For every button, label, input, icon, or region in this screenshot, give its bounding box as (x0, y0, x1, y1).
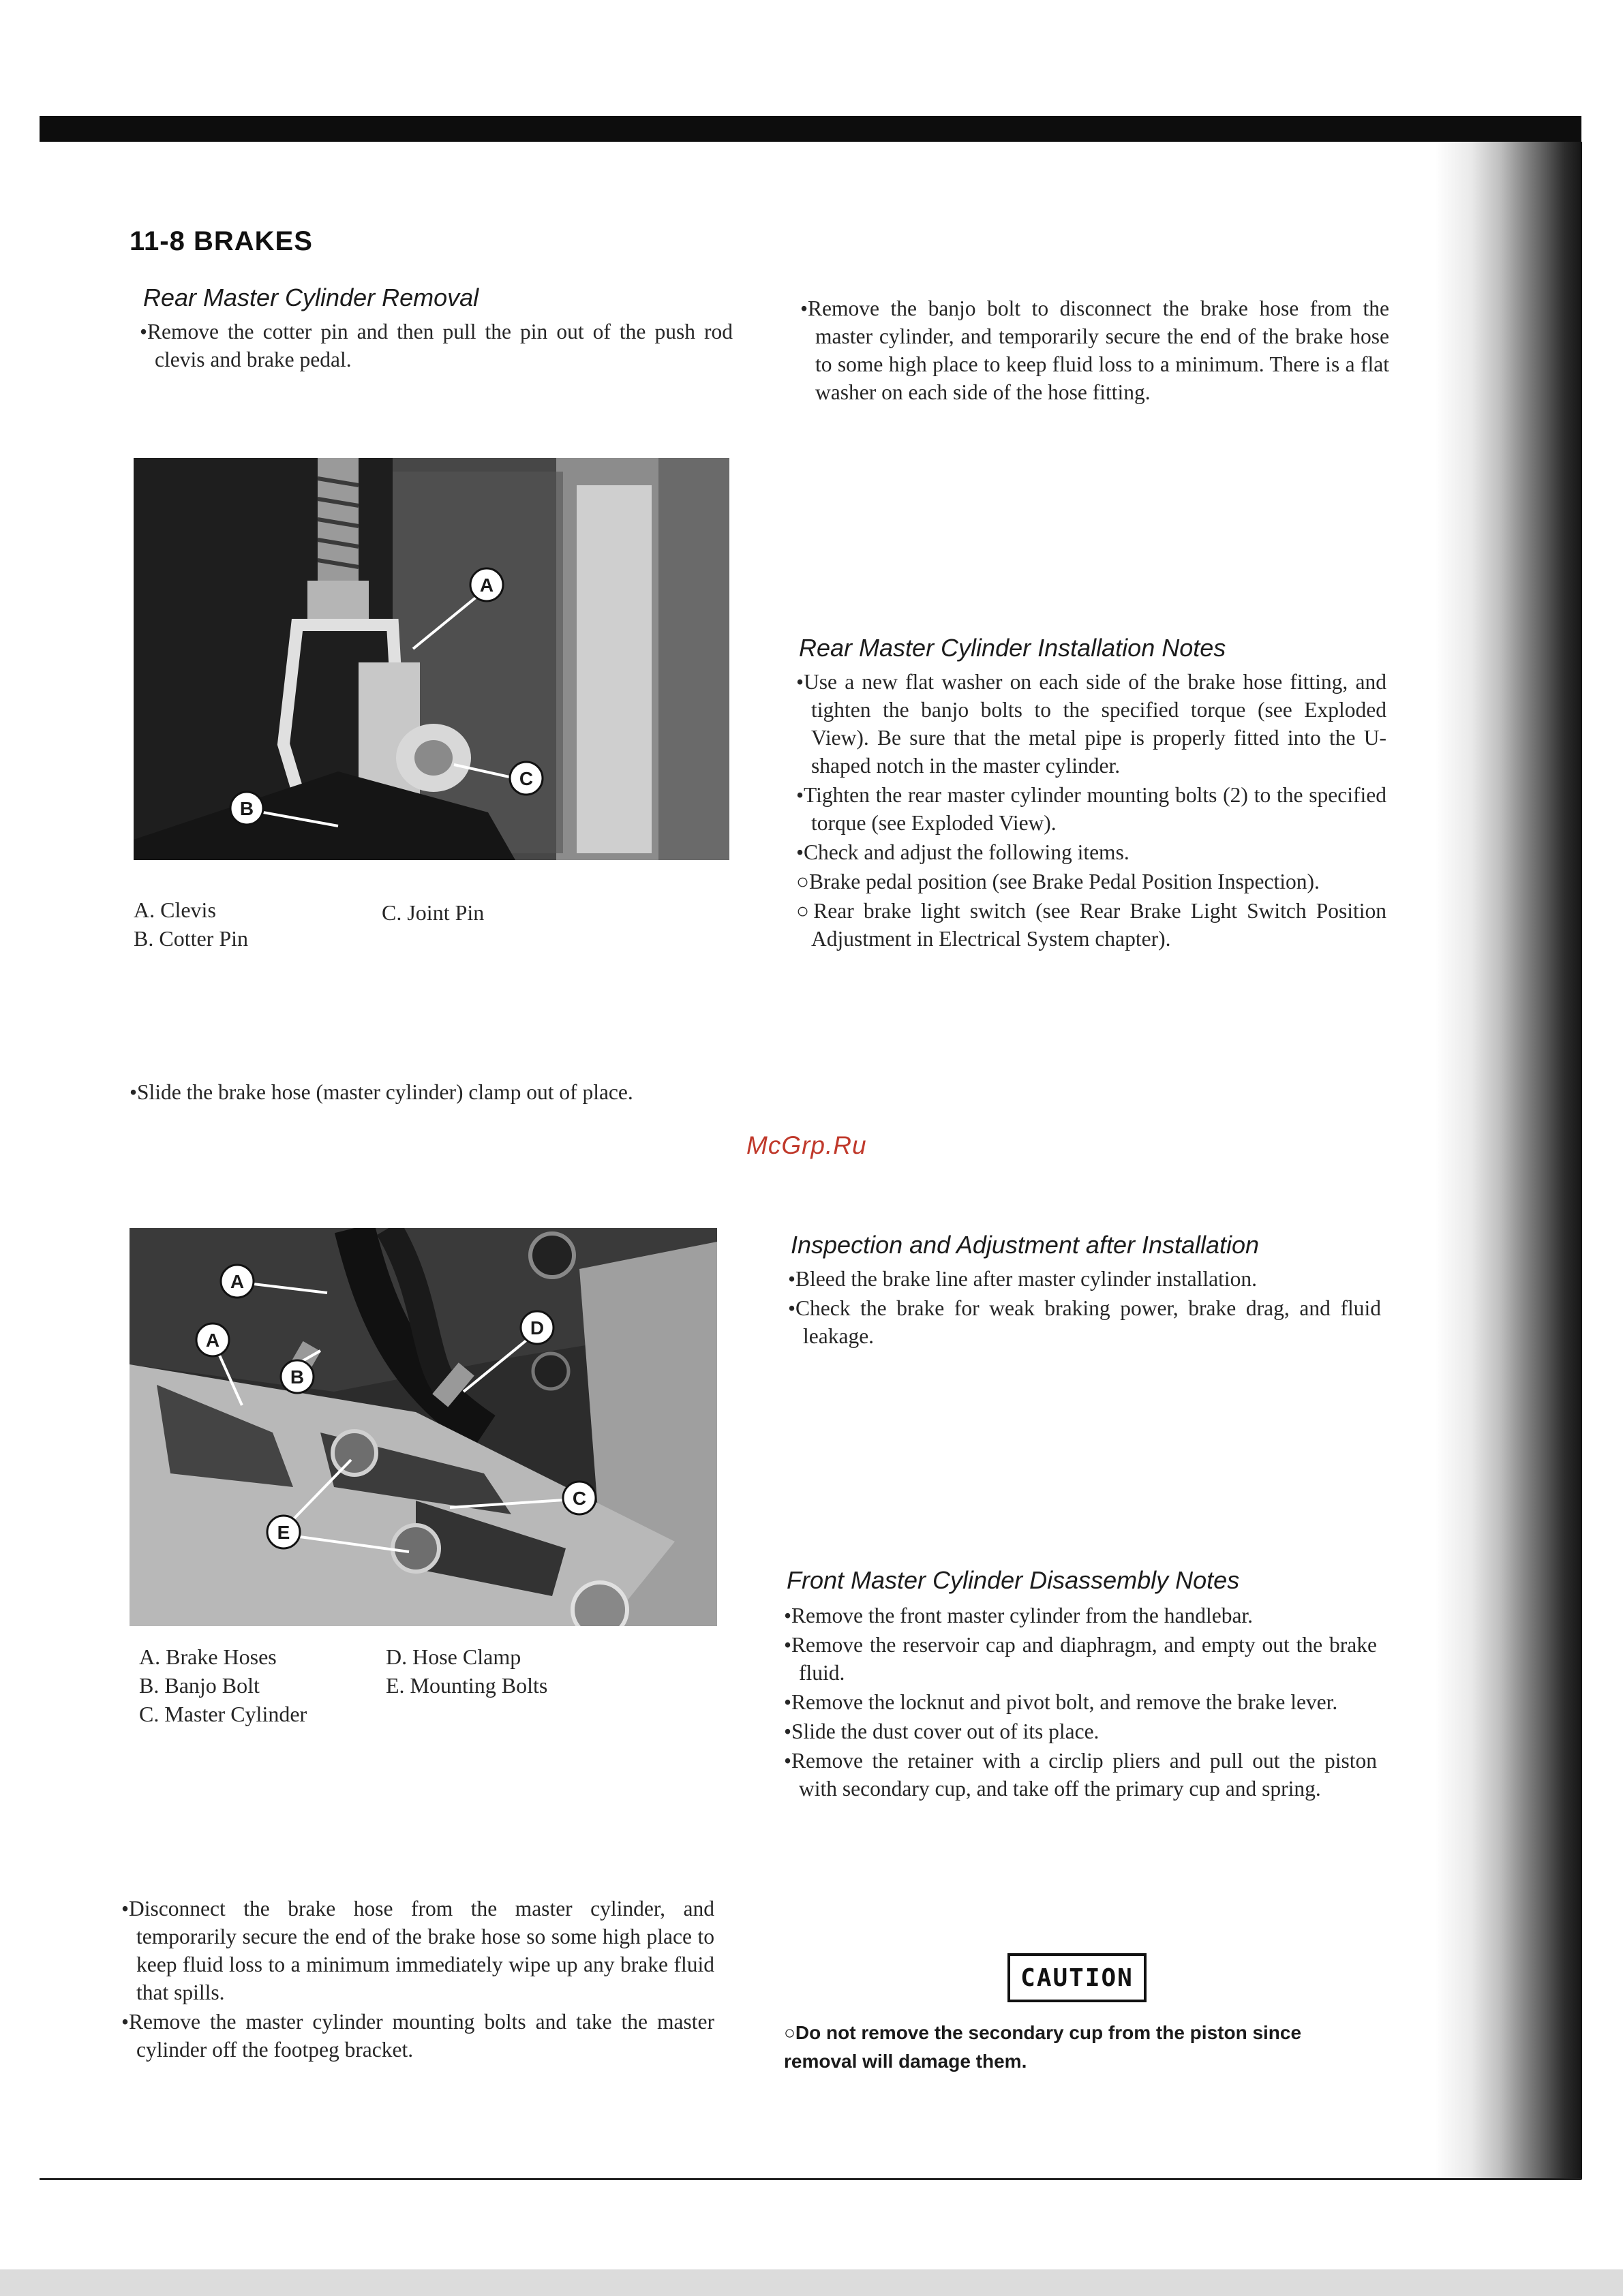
list-item: •Remove the front master cylinder from the handlebar. (784, 1604, 1254, 1627)
list-item: •Tighten the rear master cylinder mounting bolts (2) to the specified torque (see Exploded View). (796, 783, 1386, 835)
caption-line: B. Cotter Pin (134, 926, 249, 951)
caution-badge: CAUTION (1007, 1953, 1147, 2002)
callout-label: B (239, 798, 254, 819)
front-disassembly-text (784, 1602, 1377, 1804)
slide-hose-text (130, 1078, 723, 1107)
callout-label: B (290, 1366, 305, 1388)
figure2-caption-right (386, 1642, 547, 1700)
caption-line: C. Master Cylinder (139, 1702, 307, 1726)
list-item: •Remove the banjo bolt to disconnect the brake hose from the master cylinder, and temporarily secure the end of the brake hose to some high place to keep fluid loss to a minimum. There is a flat washer on each side of the hose fitting. (800, 296, 1389, 404)
page-header: 11-8 BRAKES (130, 226, 313, 256)
list-item: •Remove the reservoir cap and diaphragm, and empty out the brake fluid. (784, 1633, 1377, 1685)
section-heading-inspection: Inspection and Adjustment after Installation (791, 1231, 1260, 1259)
list-item: •Check and adjust the following items. (796, 840, 1129, 864)
figure2-caption-left (139, 1642, 307, 1728)
list-item: •Disconnect the brake hose from the master cylinder, and temporarily secure the end of the brake hose so some high place to keep fluid loss to a minimum immediately wipe up any brake fluid that spills. (121, 1897, 714, 2004)
page-bottom-strip (0, 2269, 1623, 2296)
inspection-text (788, 1265, 1381, 1351)
caption-line: E. Mounting Bolts (386, 1673, 548, 1698)
section-heading-front-disassembly: Front Master Cylinder Disassembly Notes (787, 1566, 1240, 1594)
watermark: McGrp.Ru (746, 1131, 867, 1159)
banjo-bolt-text (800, 294, 1389, 408)
callout-label: A (205, 1330, 220, 1351)
rear-installation-text (796, 668, 1386, 954)
list-item: ○Rear brake light switch (see Rear Brake Light Switch Position Adjustment in Electrical System chapter). (796, 899, 1386, 951)
book-spine-shadow (1435, 142, 1582, 2179)
list-item: •Remove the master cylinder mounting bolts and take the master cylinder off the footpeg bracket. (121, 2010, 714, 2062)
section-heading-rear-removal: Rear Master Cylinder Removal (143, 284, 479, 311)
caption-line: A. Brake Hoses (139, 1644, 277, 1669)
figure-master-cylinder-photo (130, 1228, 717, 1626)
list-item: •Check the brake for weak braking power, brake drag, and fluid leakage. (788, 1296, 1381, 1348)
figure-clevis-photo (134, 458, 729, 860)
caption-line: D. Hose Clamp (386, 1644, 521, 1669)
section-heading-rear-installation: Rear Master Cylinder Installation Notes (799, 634, 1226, 662)
caption-line: B. Banjo Bolt (139, 1673, 260, 1698)
list-item: ○Brake pedal position (see Brake Pedal Position Inspection). (796, 870, 1320, 893)
master-cylinder-photo-illustration (130, 1228, 717, 1626)
caption-line: C. Joint Pin (382, 900, 485, 925)
top-rule (40, 116, 1581, 142)
list-item: •Use a new flat washer on each side of the brake hose fitting, and tighten the banjo bolts to the specified torque (see Exploded View). Be sure that the metal pipe is properly fitted into the U-shaped notch in the master cylinder. (796, 670, 1386, 778)
list-item: •Slide the dust cover out of its place. (784, 1719, 1099, 1743)
figure1-caption-left (134, 896, 248, 953)
bottom-rule (40, 2178, 1581, 2180)
list-item: •Slide the brake hose (master cylinder) clamp out of place. (130, 1080, 633, 1104)
list-item: •Remove the locknut and pivot bolt, and remove the brake lever. (784, 1690, 1338, 1714)
callout-label: C (519, 768, 534, 789)
rear-removal-text (140, 318, 733, 375)
clevis-photo-illustration (134, 458, 729, 860)
caption-line: A. Clevis (134, 898, 216, 922)
callout-label: A (230, 1271, 245, 1292)
list-item: •Bleed the brake line after master cylinder installation. (788, 1267, 1258, 1291)
figure1-caption-right (382, 898, 484, 927)
caution-text: ○Do not remove the secondary cup from the piston since removal will damage them. (784, 2022, 1302, 2072)
callout-label: A (479, 575, 494, 596)
callout-label: C (572, 1488, 587, 1509)
callout-label: E (277, 1522, 290, 1543)
callout-label: D (530, 1317, 545, 1338)
list-item: •Remove the cotter pin and then pull the pin out of the push rod clevis and brake pedal. (140, 320, 733, 371)
disconnect-hose-text (121, 1895, 714, 2065)
list-item: •Remove the retainer with a circlip pliers and pull out the piston with secondary cup, and take off the primary cup and spring. (784, 1749, 1377, 1801)
